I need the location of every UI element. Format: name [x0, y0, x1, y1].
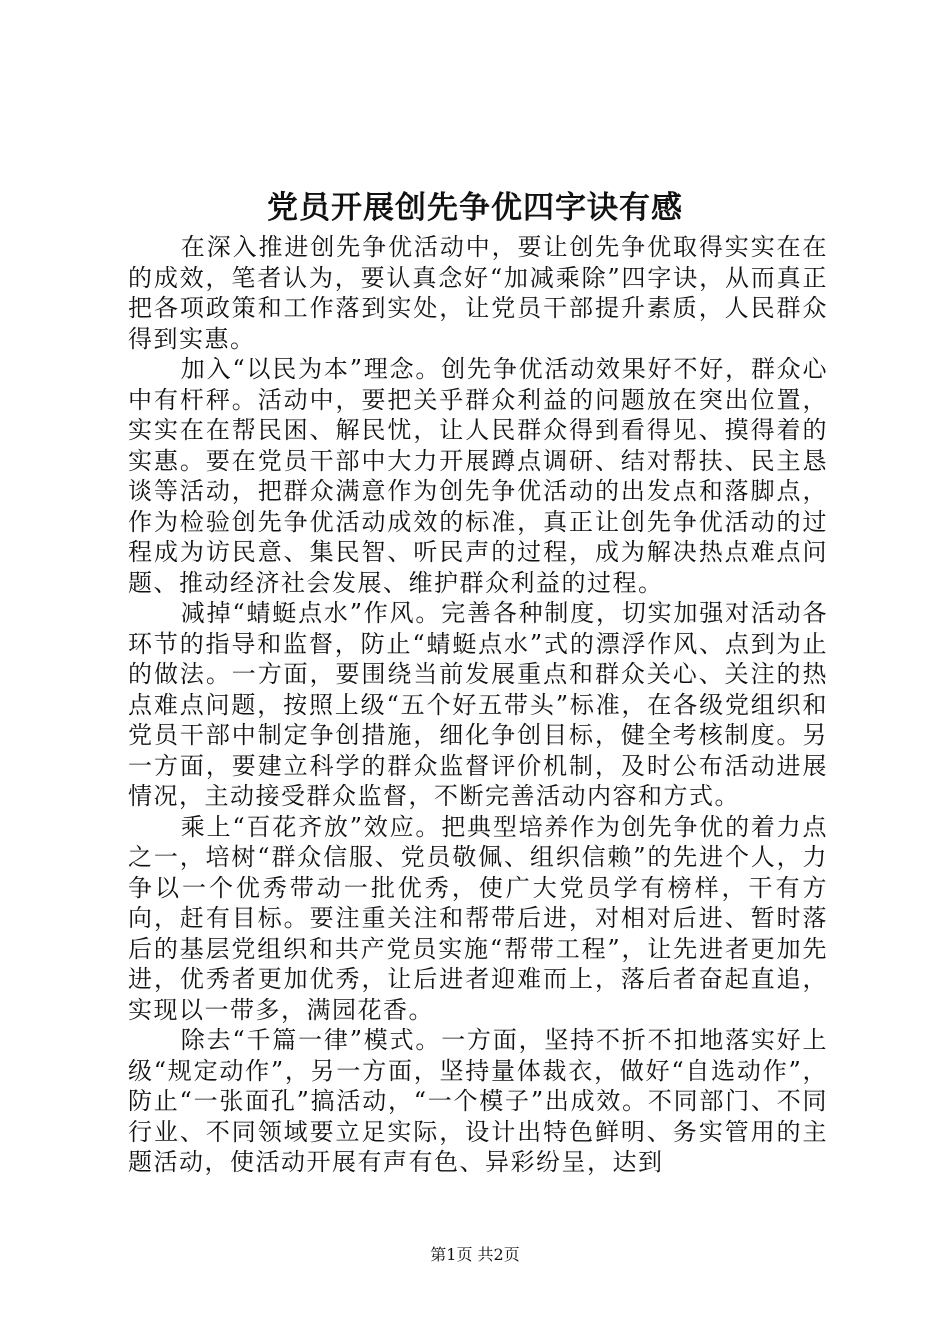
paragraph: 在深入推进创先争优活动中，要让创先争优取得实实在在的成效，笔者认为，要认真念好“加减乘除”四字诀，从而真正把各项政策和工作落到实处，让党员干部提升素质，人民群众得到实惠。 [128, 233, 828, 353]
paragraph: 除去“千篇一律”模式。一方面，坚持不折不扣地落实好上级“规定动作”，另一方面，坚持量体裁衣，做好“自选动作”，防止“一张面孔”搞活动，“一个模子”出成效。不同部门、不同行业、不同领域要立足实际，设计出特色鲜明、务实管用的主题活动，使活动开展有声有色、异彩纷呈，达到 [128, 1026, 828, 1176]
document-body [128, 232, 828, 1178]
paragraph: 加入“以民为本”理念。创先争优活动效果好不好，群众心中有杆秤。活动中，要把关乎群众利益的问题放在突出位置，实实在在帮民困、解民忧，让人民群众得到看得见、摸得着的实惠。要在党员干部中大力开展蹲点调研、结对帮扶、民主恳谈等活动，把群众满意作为创先争优活动的出发点和落脚点，作为检验创先争优活动成效的标准，真正让创先争优活动的过程成为访民意、集民智、听民声的过程，成为解决热点难点问题、推动经济社会发展、维护群众利益的过程。 [128, 355, 828, 597]
paragraph: 乘上“百花齐放”效应。把典型培养作为创先争优的着力点之一，培树“群众信服、党员敬佩、组织信赖”的先进个人，力争以一个优秀带动一批优秀，使广大党员学有榜样，干有方向，赶有目标。要注重关注和帮带后进，对相对后进、暂时落后的基层党组织和共产党员实施“帮带工程”，让先进者更加先进，优秀者更加优秀，让后进者迎难而上，落后者奋起直追，实现以一带多，满园花香。 [128, 812, 828, 1024]
page-number-footer: 第1页 共2页 [430, 1245, 520, 1264]
document-title: 党员开展创先争优四字诀有感 [267, 190, 683, 226]
paragraph: 减掉“蜻蜓点水”作风。完善各种制度，切实加强对活动各环节的指导和监督，防止“蜻蜓点水”式的漂浮作风、点到为止的做法。一方面，要围绕当前发展重点和群众关心、关注的热点难点问题，按照上级“五个好五带头”标准，在各级党组织和党员干部中制定争创措施，细化争创目标，健全考核制度。另一方面，要建立科学的群众监督评价机制，及时公布活动进展情况，主动接受群众监督，不断完善活动内容和方式。 [128, 599, 828, 810]
